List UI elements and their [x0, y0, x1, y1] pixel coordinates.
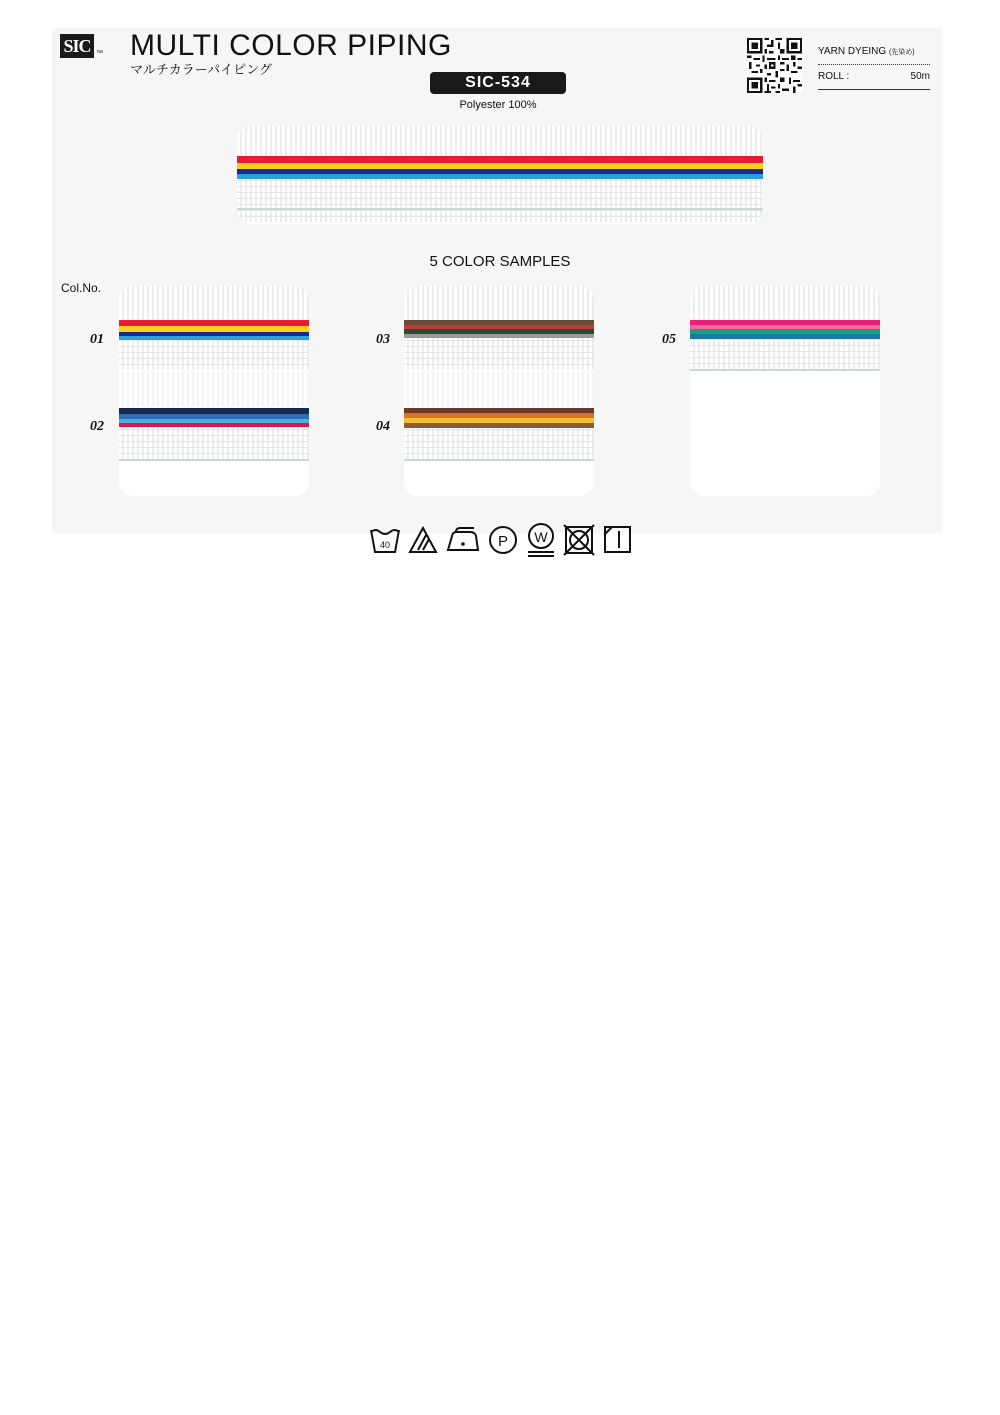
card-white-band: [119, 372, 309, 406]
col-number-04: 04: [376, 419, 390, 434]
col-number-03: 03: [376, 332, 390, 347]
line-dry-icon: [600, 522, 634, 556]
card-white-band: [404, 286, 594, 320]
col-number-02: 02: [90, 419, 104, 434]
material-text: Polyester 100%: [459, 99, 537, 111]
iron-low-icon: [444, 522, 482, 556]
card-white-band: [690, 286, 880, 320]
roll-label: ROLL :: [818, 71, 850, 82]
card-edge: [690, 369, 880, 371]
care-symbols: [368, 522, 634, 558]
yarn-dyeing-label: YARN DYEING: [818, 46, 887, 57]
wash-40-icon: [368, 522, 402, 556]
card-texture: [119, 427, 309, 459]
card-edge: [119, 459, 309, 461]
sample-card-1: [119, 286, 309, 496]
product-title: MULTI COLOR PIPING: [130, 29, 452, 62]
card-texture: [119, 340, 309, 370]
main-piping-swatch: [237, 126, 763, 224]
card-white-band: [119, 286, 309, 320]
roll-row: [818, 65, 930, 90]
stripe-red: [237, 156, 763, 163]
card-white-band: [404, 372, 594, 408]
swatch-edge: [237, 208, 763, 210]
sample-card-3: [690, 286, 880, 496]
col-number-05: 05: [662, 332, 676, 347]
product-info-box: [818, 40, 930, 90]
col-no-label: Col.No.: [61, 281, 102, 295]
card-texture: [404, 428, 594, 459]
product-subtitle-japanese: マルチカラーパイピング: [130, 62, 272, 77]
samples-title: 5 COLOR SAMPLES: [429, 253, 571, 270]
col-number-01: 01: [90, 332, 104, 347]
no-tumble-dry-icon: [562, 522, 596, 556]
brand-logo: SIC: [60, 34, 94, 58]
bleach-icon: [406, 522, 440, 556]
roll-value: 50m: [910, 71, 930, 82]
product-code-badge: SIC-534: [430, 72, 566, 94]
trademark-mark: ™: [96, 50, 103, 57]
svg-text:P: P: [497, 533, 509, 550]
svg-text:W: W: [534, 529, 548, 545]
dryclean-p-icon: [486, 522, 520, 556]
card-texture: [690, 339, 880, 369]
qr-code-icon[interactable]: [747, 38, 802, 93]
yarn-dyeing-note: (先染め): [888, 49, 915, 56]
card-edge: [404, 459, 594, 461]
swatch-white-band: [237, 126, 763, 156]
wetclean-w-icon: [524, 522, 558, 558]
yarn-dyeing-row: [818, 40, 930, 65]
card-texture: [404, 338, 594, 370]
sample-card-2: [404, 286, 594, 496]
svg-text:40: 40: [379, 540, 391, 550]
swatch-texture: [237, 179, 763, 222]
